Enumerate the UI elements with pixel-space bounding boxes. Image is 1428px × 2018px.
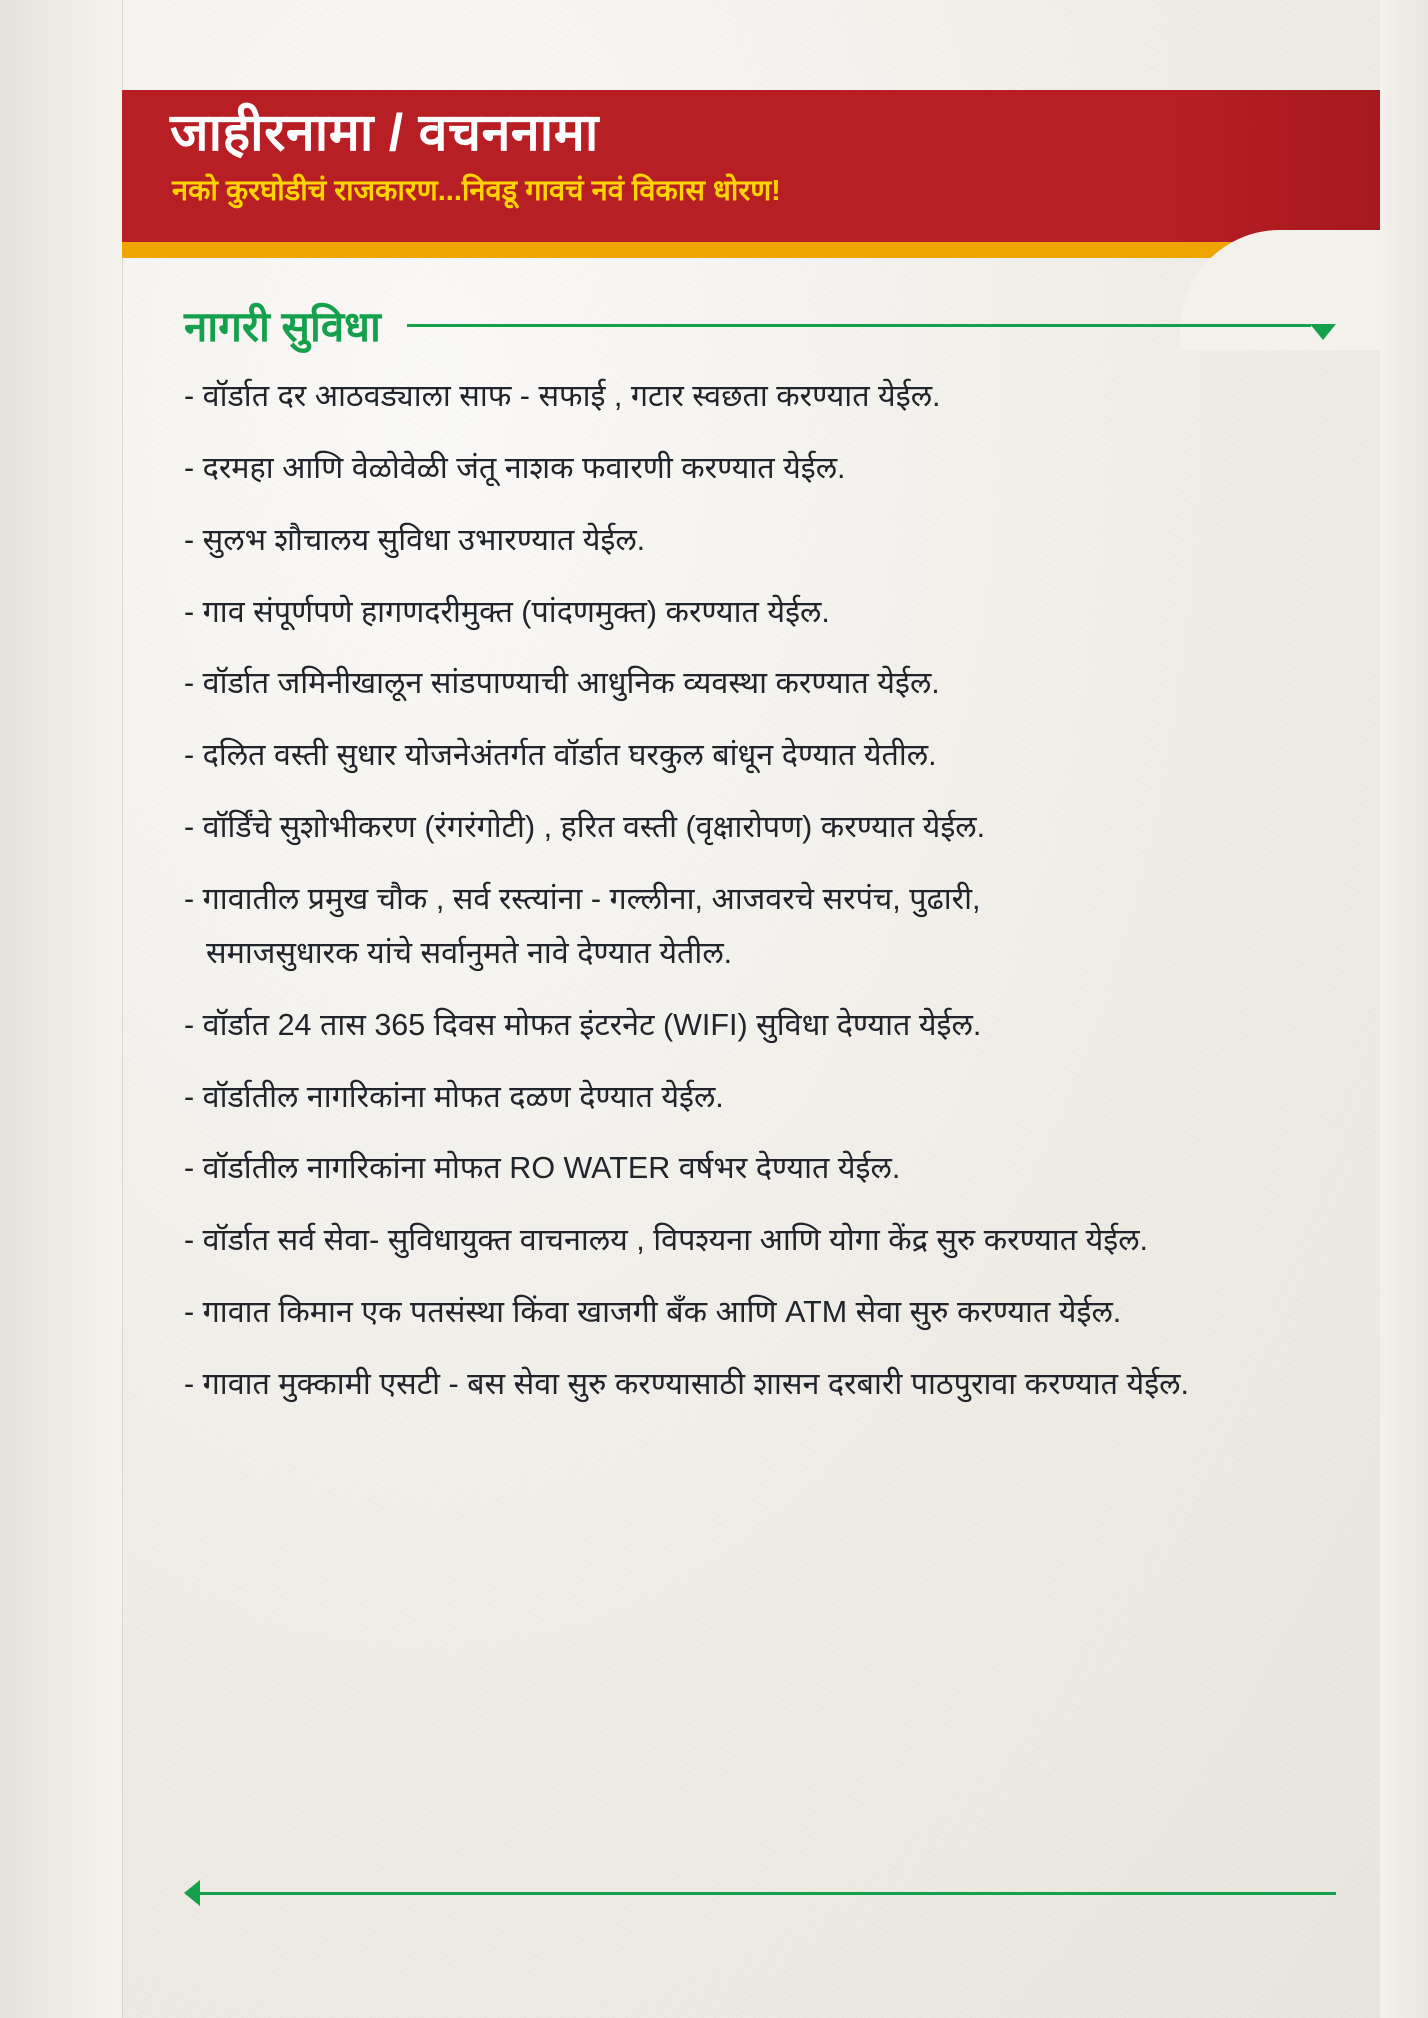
bottom-rule bbox=[184, 1880, 1336, 1906]
list-item: - गावात किमान एक पतसंस्था किंवा खाजगी बँक आणि ATM सेवा सुरु करण्यात येईल. bbox=[184, 1295, 1122, 1330]
page-title: जाहीरनामा / वचननामा bbox=[170, 104, 599, 162]
list-item: समाजसुधारक यांचे सर्वानुमते नावे देण्यात येतील. bbox=[206, 935, 733, 970]
list-item: - गावात मुक्कामी एसटी - बस सेवा सुरु करण्यासाठी शासन दरबारी पाठपुरावा करण्यात येईल. bbox=[184, 1367, 1189, 1402]
paper-left-edge bbox=[0, 0, 123, 2018]
gold-divider-bar bbox=[122, 242, 1380, 258]
list-item: - वॉर्डात सर्व सेवा- सुविधायुक्त वाचनालय , विपश्यना आणि योगा केंद्र सुरु करण्यात येईल. bbox=[184, 1223, 1149, 1258]
section-title: नागरी सुविधा bbox=[184, 302, 381, 350]
section-header bbox=[122, 290, 1380, 360]
section-rule bbox=[407, 304, 1336, 346]
list-item: - दलित वस्ती सुधार योजनेअंतर्गत वॉर्डात घरकुल बांधून देण्यात येतील. bbox=[184, 738, 937, 773]
list-item: - वॉर्डात दर आठवड्याला साफ - सफाई , गटार स्वछता करण्यात येईल. bbox=[184, 379, 941, 413]
list-item: - गाव संपूर्णपणे हागणदरीमुक्त (पांदणमुक्त) करण्यात येईल. bbox=[184, 594, 830, 629]
list-item: - वॉर्डातील नागरिकांना मोफत दळण देण्यात येईल. bbox=[184, 1079, 724, 1114]
list-item: - सुलभ शौचालय सुविधा उभारण्यात येईल. bbox=[184, 522, 646, 557]
bottom-rule-line bbox=[199, 1892, 1336, 1895]
paper-right-edge bbox=[1380, 0, 1428, 2018]
page-subtitle: नको कुरघोडीचं राजकारण...निवडू गावचं नवं विकास धोरण! bbox=[172, 175, 781, 207]
list-item: - वॉर्डात 24 तास 365 दिवस मोफत इंटरनेट (WIFI) सुविधा देण्यात येईल. bbox=[184, 1007, 982, 1042]
promise-list bbox=[122, 376, 1380, 1405]
list-item: - दरमहा आणि वेळोवेळी जंतू नाशक फवारणी करण्यात येईल. bbox=[184, 450, 846, 485]
section-nagari-suvidha bbox=[122, 290, 1380, 1436]
triangle-left-icon bbox=[184, 1880, 200, 1906]
list-item: - वॉर्डात जमिनीखालून सांडपाण्याची आधुनिक व्यवस्था करण्यात येईल. bbox=[184, 666, 940, 701]
list-item: - गावातील प्रमुख चौक , सर्व रस्त्यांना - गल्लीना, आजवरचे सरपंच, पुढारी, bbox=[184, 882, 981, 917]
header-banner bbox=[122, 90, 1380, 242]
list-item: - वॉर्डातील नागरिकांना मोफत RO WATER वर्षभर देण्यात येईल. bbox=[184, 1151, 901, 1186]
list-item: - वॉर्डिंचे सुशोभीकरण (रंगरंगोटी) , हरित वस्ती (वृक्षारोपण) करण्यात येईल. bbox=[184, 810, 986, 845]
triangle-down-icon bbox=[1310, 324, 1336, 340]
section-rule-line bbox=[407, 324, 1311, 327]
